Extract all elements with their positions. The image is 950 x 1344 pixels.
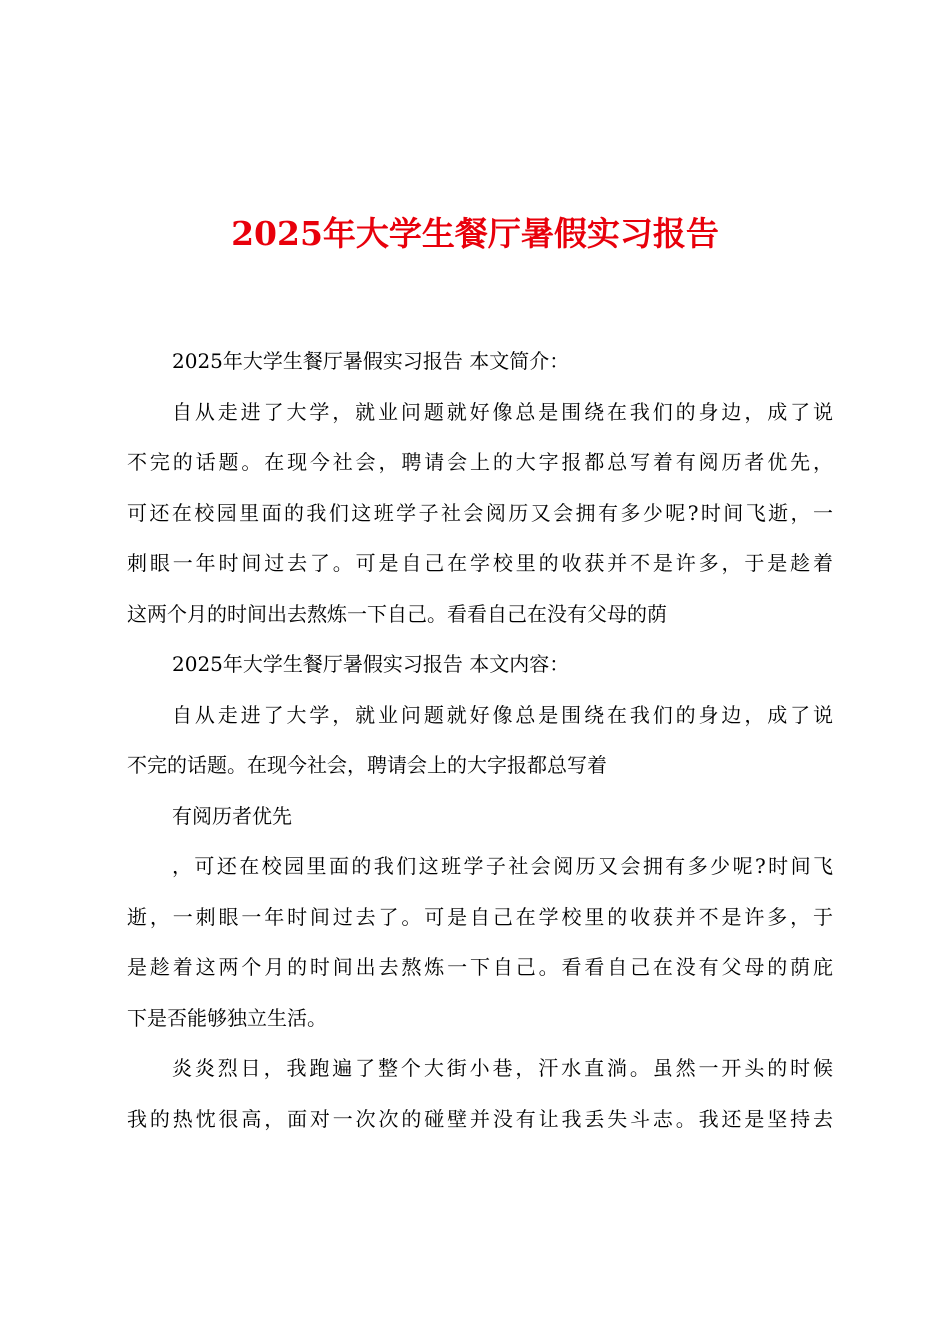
document-title: 2025年大学生餐厅暑假实习报告 xyxy=(231,214,719,253)
summary-paragraph-line: 自从走进了大学，就业问题就好像总是围绕在我们的身边，成了说 xyxy=(172,399,833,424)
summary-paragraph-line: 这两个月的时间出去熬炼一下自己。看看自己在没有父母的荫 xyxy=(127,601,667,626)
content-paragraph-line: 有阅历者优先 xyxy=(172,803,292,828)
content-paragraph-line: 下是否能够独立生活。 xyxy=(127,1005,327,1030)
content-paragraph-line: 是趁着这两个月的时间出去熬炼一下自己。看看自己在没有父母的荫庇 xyxy=(127,955,833,979)
summary-heading: 2025年大学生餐厅暑假实习报告 本文简介： xyxy=(172,349,570,373)
document-body xyxy=(127,346,833,1134)
summary-paragraph-line: 可还在校园里面的我们这班学子社会阅历又会拥有多少呢?时间飞逝，一 xyxy=(127,500,833,525)
summary-paragraph-line: 刺眼一年时间过去了。可是自己在学校里的收获并不是许多，于是趁着 xyxy=(127,551,833,575)
content-paragraph-line: 我的热忱很高，面对一次次的碰壁并没有让我丢失斗志。我还是坚持去 xyxy=(127,1106,833,1131)
content-paragraph-line: ，可还在校园里面的我们这班学子社会阅历又会拥有多少呢?时间飞 xyxy=(172,854,833,878)
content-paragraph-line: 炎炎烈日，我跑遍了整个大街小巷，汗水直淌。虽然一开头的时候 xyxy=(172,1056,833,1080)
content-paragraph-line: 逝，一刺眼一年时间过去了。可是自己在学校里的收获并不是许多，于 xyxy=(127,904,833,929)
content-paragraph-line: 不完的话题。在现今社会，聘请会上的大字报都总写着 xyxy=(127,753,607,777)
summary-paragraph-line: 不完的话题。在现今社会，聘请会上的大字报都总写着有阅历者优先， xyxy=(127,450,833,474)
content-paragraph-line: 自从走进了大学，就业问题就好像总是围绕在我们的身边，成了说 xyxy=(172,702,833,727)
content-heading: 2025年大学生餐厅暑假实习报告 本文内容： xyxy=(172,652,570,676)
